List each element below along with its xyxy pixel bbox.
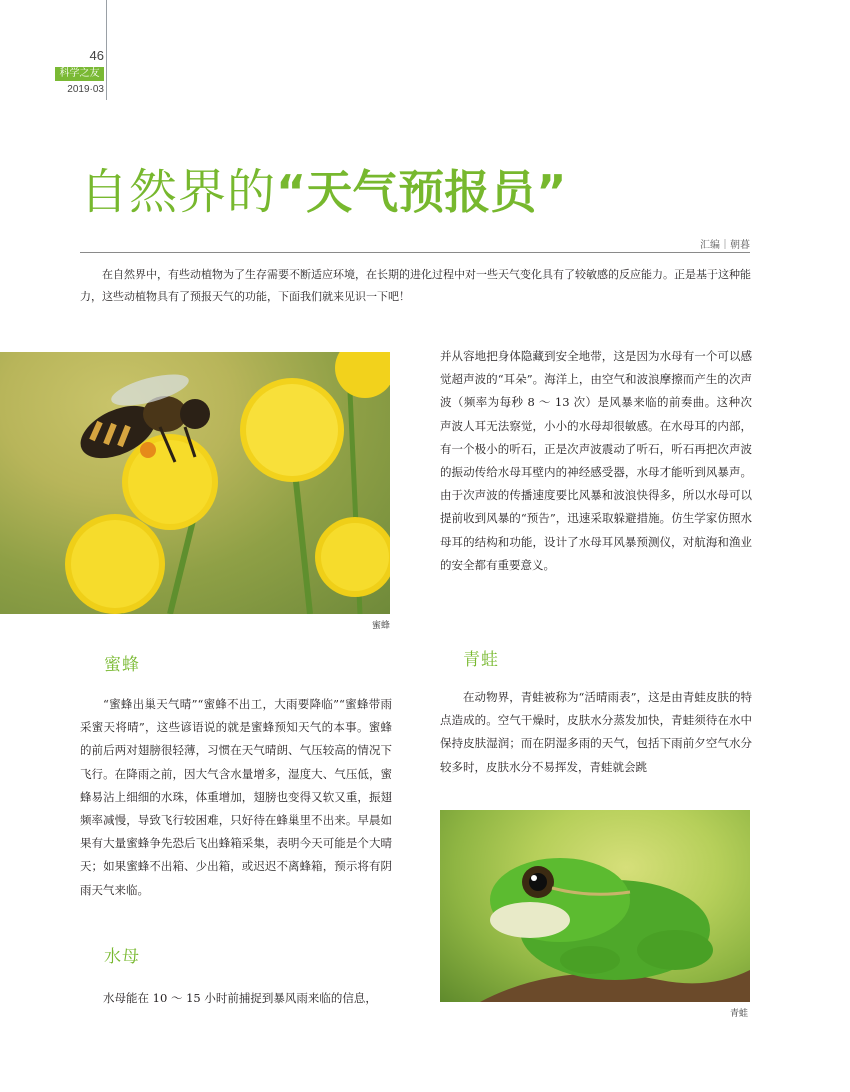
frog-heading: 青蛙: [463, 650, 499, 670]
bee-illustration: [0, 352, 390, 614]
frog-photo: [440, 810, 750, 1002]
jellyfish-text-start: 水母能在 10 ～ 15 小时前捕捉到暴风雨来临的信息，: [103, 991, 377, 1005]
jellyfish-heading: 水母: [104, 947, 140, 967]
title-prefix: 自然界的: [80, 164, 277, 220]
frog-illustration: [440, 810, 750, 1002]
article-credit: 汇编｜朝暮: [700, 240, 750, 251]
issue-date: 2019·03: [67, 84, 104, 95]
frog-text: 在动物界，青蛙被称为“活晴雨表”，这是由青蛙皮肤的特点造成的。空气干燥时，皮肤水分蒸发加快，青蛙须待在水中保持皮肤湿润；而在阴湿多雨的天气，包括下雨前夕空气水分较多时，皮肤水分不易挥发，青蛙就会跳: [440, 690, 752, 774]
bee-photo: [0, 352, 390, 614]
bee-caption: 蜜蜂: [372, 621, 391, 631]
bee-text: “蜜蜂出巢天气晴”“蜜蜂不出工，大雨要降临”“蜜蜂带雨采蜜天将晴”，这些谚语说的就是蜜蜂预知天气的本事。蜜蜂的前后两对翅膀很轻薄，习惯在天气晴朗、气压较高的情况下飞行。在降雨之前，因大气含水量增多，湿度大、气压低，蜜蜂易沾上细细的水珠，体重增加，翅膀也变得又软又重，振翅频率减慢，导致飞行较困难，只好待在蜂巢里不出来。早晨如果有大量蜜蜂争先恐后飞出蜂箱采集，表明今天可能是个大晴天；如果蜜蜂不出箱、少出箱，或迟迟不离蜂箱，预示将有阴雨天气来临。: [80, 697, 392, 897]
bee-heading: 蜜蜂: [104, 655, 140, 675]
article-title: [80, 164, 567, 220]
title-quote: “天气预报员”: [276, 165, 567, 219]
page-number: 46: [89, 48, 104, 63]
magazine-label: 科学之友: [55, 67, 104, 81]
header-divider-line: [106, 0, 107, 100]
article-intro: 在自然界中，有些动植物为了生存需要不断适应环境，在长期的进化过程中对一些天气变化具有了较敏感的反应能力。正是基于这种能力，这些动植物具有了预报天气的功能，下面我们就来见识一下吧！: [80, 268, 751, 303]
frog-caption: 青蛙: [730, 1009, 749, 1019]
title-rule: [80, 252, 750, 253]
jellyfish-text-continued: 并从容地把身体隐藏到安全地带，这是因为水母有一个可以感觉超声波的“耳朵”。海洋上，由空气和波浪摩擦而产生的次声波（频率为每秒 8 ～ 13 次）是风暴来临的前奏曲。这种次声波人耳无法察觉，小小的水母却很敏感。在水母耳的内部，有一个极小的听石，正是次声波震动了听石，听石再把次声波的振动传给水母耳壁内的神经感受器，水母才能听到风暴声。由于次声波的传播速度要比风暴和波浪快得多，所以水母可以提前收到风暴的“预告”，迅速采取躲避措施。仿生学家仿照水母耳的结构和功能，设计了水母耳风暴预测仪，对航海和渔业的安全都有重要意义。: [440, 349, 752, 572]
